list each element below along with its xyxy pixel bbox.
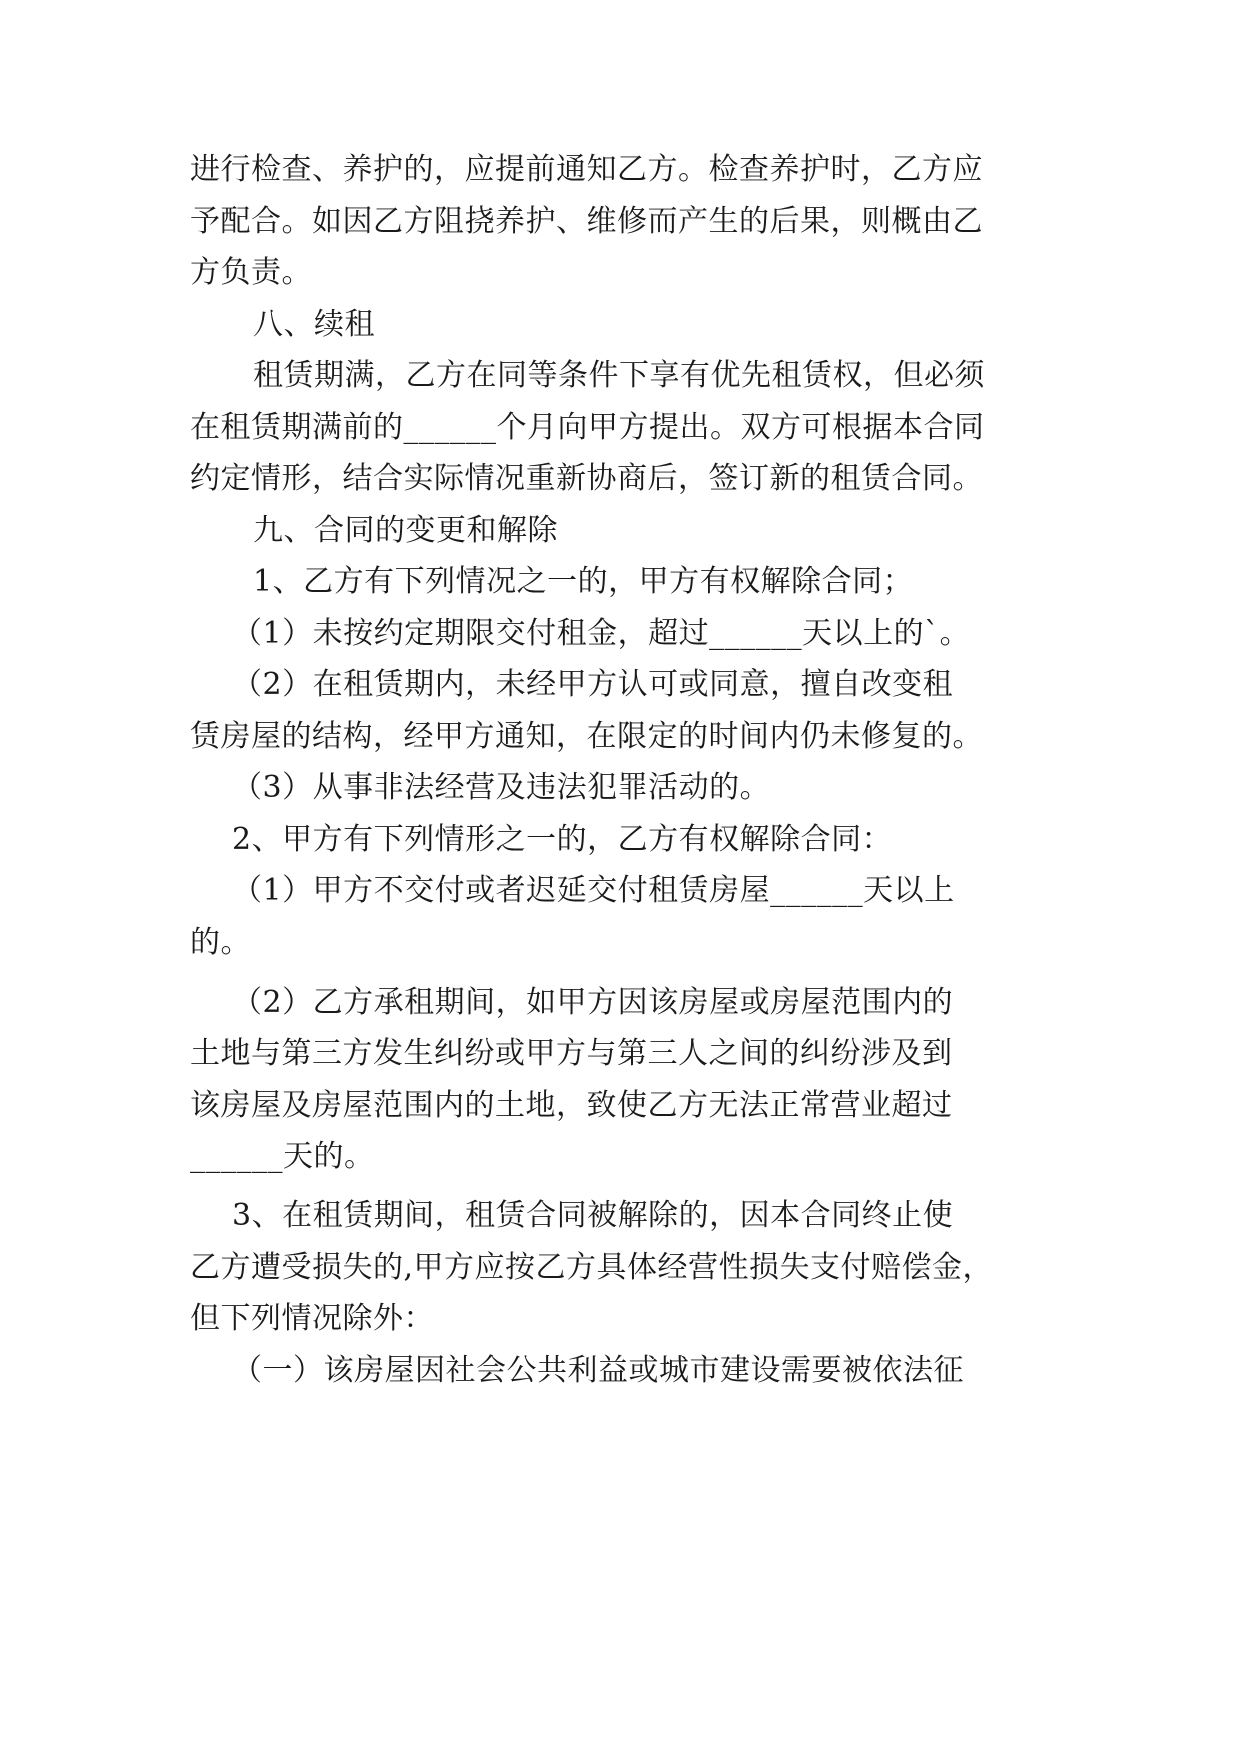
text-line: 土地与第三方发生纠纷或甲方与第三人之间的纠纷涉及到 (190, 1036, 953, 1071)
text-line: 1、乙方有下列情况之一的，甲方有权解除合同； (253, 564, 914, 599)
text-line: （1）未按约定期限交付租金，超过______天以上的`。 (232, 616, 971, 651)
text-line: 但下列情况除外： (190, 1301, 434, 1336)
text-line: 乙方遭受损失的,甲方应按乙方具体经营性损失支付赔偿金， (190, 1250, 994, 1285)
section-heading-renewal: 八、续租 (253, 307, 375, 342)
text-line: 3、在租赁期间，租赁合同被解除的，因本合同终止使 (232, 1198, 954, 1233)
text-line: 予配合。如因乙方阻挠养护、维修而产生的后果，则概由乙 (190, 204, 983, 239)
text-line: 该房屋及房屋范围内的土地，致使乙方无法正常营业超过 (190, 1088, 953, 1123)
text-line: 2、甲方有下列情形之一的，乙方有权解除合同： (232, 822, 893, 857)
text-line: 方负责。 (190, 255, 312, 290)
text-line: （2）乙方承租期间，如甲方因该房屋或房屋范围内的 (232, 985, 954, 1020)
text-line: 约定情形，结合实际情况重新协商后，签订新的租赁合同。 (190, 461, 983, 496)
text-line: ______天的。 (190, 1139, 375, 1174)
text-line: 租赁期满，乙方在同等条件下享有优先租赁权，但必须 (253, 358, 985, 393)
text-line: 赁房屋的结构，经甲方通知，在限定的时间内仍未修复的。 (190, 719, 983, 754)
text-line: 在租赁期满前的______个月向甲方提出。双方可根据本合同 (190, 410, 985, 445)
text-line: （2）在租赁期内，未经甲方认可或同意，擅自改变租 (232, 667, 954, 702)
text-line: （1）甲方不交付或者迟延交付租赁房屋______天以上 (232, 873, 955, 908)
text-line: （一）该房屋因社会公共利益或城市建设需要被依法征 (232, 1353, 964, 1388)
text-line: 的。 (190, 925, 251, 960)
section-heading-termination: 九、合同的变更和解除 (253, 513, 558, 548)
text-line: （3）从事非法经营及违法犯罪活动的。 (232, 770, 771, 805)
text-line: 进行检查、养护的，应提前通知乙方。检查养护时，乙方应 (190, 152, 983, 187)
